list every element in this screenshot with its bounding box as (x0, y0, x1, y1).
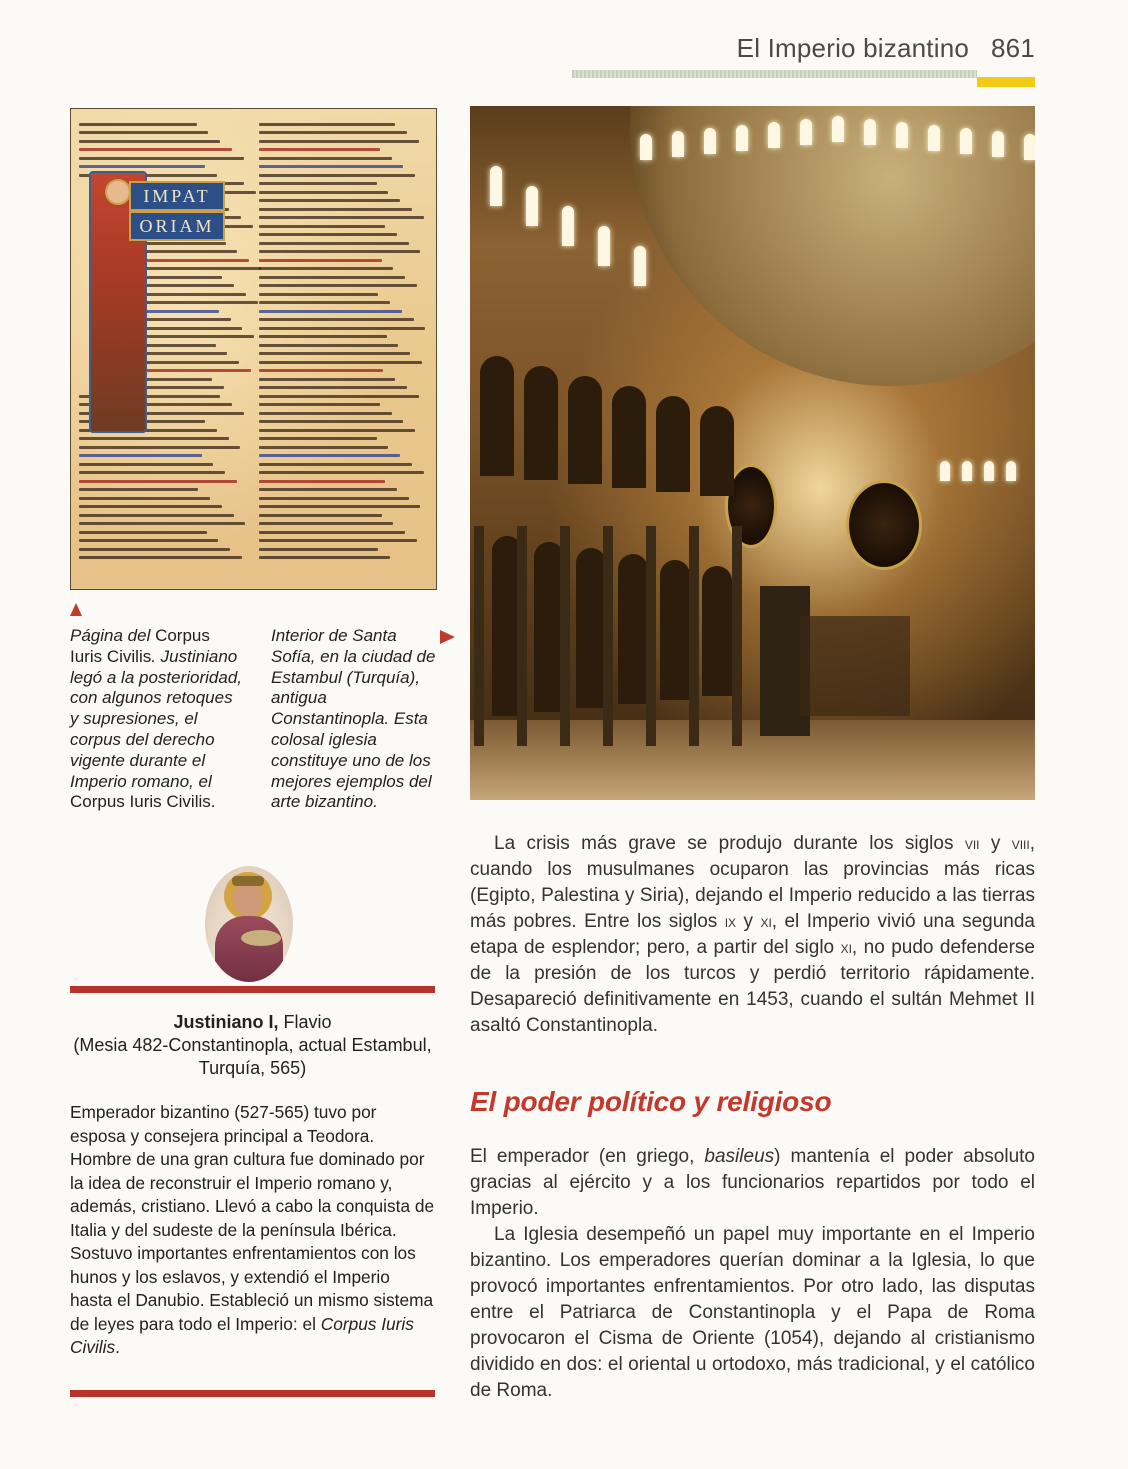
manuscript-line (79, 480, 237, 483)
manuscript-line (259, 250, 420, 253)
manuscript-line (259, 403, 380, 406)
santa-sofia-interior-image (470, 106, 1035, 800)
wall-window (634, 246, 646, 286)
caption-left-text-4: Corpus Iuris Civilis (70, 792, 211, 812)
biography-text-italic: Corpus Iuris Civilis (70, 1313, 414, 1357)
caption-left-text-5: . (210, 792, 216, 812)
biography-name: Justiniano I, (173, 1012, 279, 1032)
manuscript-line (145, 318, 231, 321)
chandelier-area (800, 616, 910, 716)
manuscript-line (145, 327, 242, 330)
manuscript-line (259, 123, 395, 126)
manuscript-line (259, 463, 412, 466)
gallery-arch (480, 356, 514, 476)
column (517, 526, 527, 746)
manuscript-line (259, 471, 424, 474)
dome-window (928, 125, 940, 151)
manuscript-line (259, 344, 398, 347)
manuscript-line (259, 395, 419, 398)
biography-text-main: Emperador bizantino (527-565) tuvo por esposa y consejera principal a Teodora. Hombre de una gran cultura fue dominado por la idea de reconstruir el Imperio romano y, además, cristiano. Llevó a cabo la conquista de Italia y del sudeste de la península Ibérica. Sostuvo importantes enfrentamientos con los hunos y los eslavos, y extendió el Imperio hasta el Danubio. Estableció un mismo sistema de leyes para todo el Imperio: el (70, 1102, 435, 1334)
manuscript-line (259, 454, 400, 457)
manuscript-line (259, 369, 383, 372)
column (732, 526, 742, 746)
manuscript-line (259, 327, 425, 330)
manuscript-line (259, 225, 385, 228)
caption-left-text-1: Página del (70, 626, 156, 645)
manuscript-line (145, 386, 224, 389)
manuscript-line (259, 140, 419, 143)
manuscript-line (259, 318, 414, 321)
paragraph-church: La Iglesia desempeñó un papel muy importante en el Imperio bizantino. Los emperadores querían dominar a la Iglesia, lo que provocó importantes enfrentamientos. Por otro lado, las disputas entre el Patriarca de Constantinopla y el Papa de Roma provocaron el Cisma de Oriente (1054), dejando al cristianismo dividido en dos: el oriental u ortodoxo, más tradicional, y el católico de Roma. (470, 1224, 1035, 1401)
manuscript-line (79, 123, 197, 126)
caption-left-text-3: . Justiniano legó a la posterioridad, con algunos retoques y supresiones, el corpus del derecho vigente durante el Imperio romano, el (70, 646, 243, 791)
corpus-iuris-civilis-image (70, 108, 437, 590)
manuscript-line (259, 437, 377, 440)
manuscript-line (145, 276, 222, 279)
manuscript-line (79, 514, 234, 517)
manuscript-line (145, 369, 251, 372)
manuscript-line (79, 148, 232, 151)
column (474, 526, 484, 746)
manuscript-line (145, 267, 261, 270)
dome-window (640, 134, 652, 160)
caption-santa-sofia: Interior de Santa Sofía, en la ciudad de Estambul (Turquía), antigua Constantinopla. Esta colosal iglesia constituye uno de los mejores ejemplos del arte bizantino. (271, 626, 436, 812)
manuscript-line (259, 182, 377, 185)
dome-window (800, 119, 812, 145)
manuscript-line (259, 199, 400, 202)
column (560, 526, 570, 746)
ground-arch (618, 554, 648, 704)
caption-corpus (70, 626, 245, 813)
manuscript-line (259, 531, 405, 534)
manuscript-line (79, 471, 225, 474)
manuscript-line (259, 420, 403, 423)
manuscript-line (79, 131, 208, 134)
manuscript-line (259, 361, 422, 364)
ground-arch (576, 548, 606, 708)
manuscript-line (259, 539, 417, 542)
dome-window (704, 128, 716, 154)
manuscript-line (145, 293, 246, 296)
biography-bottom-rule (70, 1390, 435, 1397)
manuscript-line (145, 344, 216, 347)
manuscript-line (79, 505, 222, 508)
header-rule (572, 70, 977, 78)
caption-left-text-2: Corpus Iuris Civilis (70, 626, 210, 666)
manuscript-line (145, 335, 254, 338)
manuscript-line (259, 174, 415, 177)
manuscript-line (79, 531, 207, 534)
manuscript-line (259, 522, 393, 525)
dome-window (736, 125, 748, 151)
manuscript-line (259, 165, 403, 168)
calligraphy-medallion-right (846, 480, 922, 570)
manuscript-line (259, 208, 412, 211)
apse-window (1006, 461, 1016, 481)
manuscript-line (259, 480, 385, 483)
manuscript-line (259, 310, 402, 313)
manuscript-line (259, 148, 380, 151)
gallery-arch (656, 396, 690, 492)
biography-dates: (Mesia 482-Constantinopla, actual Estambul, Turquía, 565) (73, 1035, 432, 1078)
manuscript-line (259, 267, 393, 270)
main-dome (630, 106, 1035, 386)
dome-window (896, 122, 908, 148)
dome-window (864, 119, 876, 145)
wall-window (526, 186, 538, 226)
gallery-arch (568, 376, 602, 484)
wall-window (490, 166, 502, 206)
manuscript-title-band-1: IMPAT (129, 181, 225, 211)
manuscript-line (259, 157, 392, 160)
manuscript-line (259, 216, 424, 219)
manuscript-line (259, 497, 409, 500)
manuscript-line (259, 446, 388, 449)
column (603, 526, 613, 746)
ground-arch (702, 566, 732, 696)
manuscript-line (79, 454, 202, 457)
manuscript-line (79, 522, 245, 525)
paragraph-crisis: La crisis más grave se produjo durante los siglos vii y viii, cuando los musulmanes ocuparon las provincias más ricas (Egipto, Palestina y Siria), dejando el Imperio reducido a las tierras más pobres. Entre los siglos ix y xi, el Imperio vivió una segunda etapa de esplendor; pero, a partir del siglo xi, no pudo defenderse de la presión de los turcos y perdió territorio rápidamente. Desapareció definitivamente en 1453, cuando el sultán Mehmet II asaltó Constantinopla. (470, 833, 1035, 1036)
manuscript-line (259, 242, 409, 245)
page-number: 861 (991, 33, 1035, 63)
manuscript-line (259, 284, 417, 287)
manuscript-line (259, 259, 382, 262)
manuscript-line (259, 293, 378, 296)
manuscript-line (145, 242, 226, 245)
manuscript-line (259, 548, 378, 551)
manuscript-line (79, 140, 220, 143)
manuscript-line (145, 259, 249, 262)
manuscript-line (259, 191, 388, 194)
paragraph-emperor-church (470, 1144, 1035, 1404)
manuscript-line (259, 131, 407, 134)
manuscript-line (145, 378, 212, 381)
biography-text-end: . (115, 1337, 120, 1357)
manuscript-title-band-2: ORIAM (129, 211, 225, 241)
manuscript-line (145, 284, 234, 287)
manuscript-line (259, 556, 390, 559)
manuscript-line (79, 556, 242, 559)
wall-window (562, 206, 574, 246)
manuscript-line (145, 301, 258, 304)
manuscript-line (79, 157, 244, 160)
manuscript-line (259, 233, 397, 236)
justinian-portrait (205, 866, 293, 982)
arrow-right-icon (440, 630, 455, 644)
manuscript-line (79, 165, 205, 168)
manuscript-line (79, 548, 230, 551)
header-accent-bar (977, 77, 1035, 87)
manuscript-text-column-right (259, 117, 427, 579)
manuscript-line (79, 446, 240, 449)
biography-name-rest: Flavio (278, 1012, 332, 1032)
manuscript-line (259, 412, 392, 415)
manuscript-line (259, 505, 420, 508)
apse-window (984, 461, 994, 481)
apse-window (962, 461, 972, 481)
manuscript-line (259, 352, 410, 355)
manuscript-line (259, 301, 390, 304)
dome-window (672, 131, 684, 157)
manuscript-line (79, 437, 229, 440)
arrow-up-icon (70, 603, 82, 616)
dome-window (992, 131, 1004, 157)
dome-window (1024, 134, 1035, 160)
manuscript-line (79, 539, 218, 542)
chapter-header (700, 33, 1035, 64)
manuscript-line (145, 352, 227, 355)
manuscript-line (259, 386, 407, 389)
wall-window (598, 226, 610, 266)
manuscript-line (259, 335, 387, 338)
gallery-arch (612, 386, 646, 488)
manuscript-line (79, 488, 198, 491)
section-title: El poder político y religioso (470, 1086, 832, 1117)
dome-window (960, 128, 972, 154)
gallery-arch (524, 366, 558, 480)
biography-text (70, 1101, 435, 1360)
dome-window (832, 116, 844, 142)
manuscript-line (259, 514, 382, 517)
manuscript-line (145, 250, 237, 253)
manuscript-line (259, 488, 397, 491)
manuscript-line (79, 463, 213, 466)
ground-arch (660, 560, 690, 700)
column (646, 526, 656, 746)
manuscript-line (145, 310, 219, 313)
chapter-title: El Imperio bizantino (736, 33, 970, 63)
biography-top-rule (70, 986, 435, 993)
manuscript-line (259, 429, 415, 432)
gallery-arch (700, 406, 734, 496)
paragraph-emperor: El emperador (en griego, basileus) mantenía el poder absoluto gracias al ejército y a los funcionarios repartidos por todo el Imperio. (470, 1146, 1035, 1219)
manuscript-line (259, 378, 395, 381)
floor (470, 720, 1035, 800)
manuscript-line (259, 276, 405, 279)
biography-heading (70, 1011, 435, 1080)
manuscript-line (145, 361, 239, 364)
column (689, 526, 699, 746)
apse-window (940, 461, 950, 481)
dome-window (768, 122, 780, 148)
manuscript-line (79, 497, 210, 500)
